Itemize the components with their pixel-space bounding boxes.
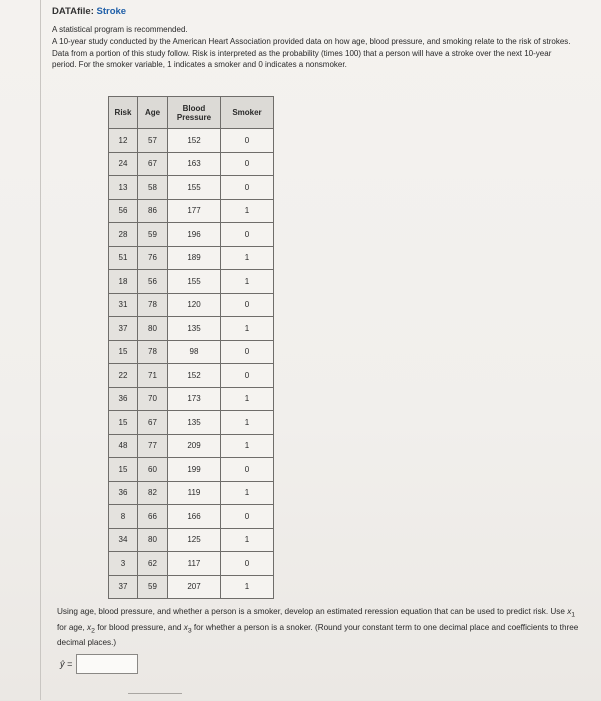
cell-blood-pressure: 209: [168, 434, 221, 458]
cell-age: 76: [138, 246, 168, 270]
sub-1: 1: [571, 611, 576, 619]
sub-2: 2: [91, 627, 95, 635]
question-part-2: ression equation that can be used to predict risk. Use: [371, 607, 568, 616]
cell-age: 56: [138, 270, 168, 294]
cell-smoker: 1: [221, 411, 274, 435]
cell-risk: 15: [109, 411, 138, 435]
cell-risk: 22: [109, 364, 138, 388]
cell-smoker: 1: [221, 575, 274, 599]
cell-smoker: 1: [221, 387, 274, 411]
cell-blood-pressure: 135: [168, 317, 221, 341]
cell-blood-pressure: 117: [168, 552, 221, 576]
column-header-smoker: Smoker: [221, 97, 274, 129]
cell-smoker: 0: [221, 458, 274, 482]
cell-blood-pressure: 120: [168, 293, 221, 317]
datafile-header: [52, 6, 126, 17]
table-row: [109, 129, 274, 153]
cell-blood-pressure: 155: [168, 270, 221, 294]
cell-age: 67: [138, 411, 168, 435]
table-row: [109, 270, 274, 294]
cell-blood-pressure: 125: [168, 528, 221, 552]
table-row: [109, 176, 274, 200]
cell-smoker: 1: [221, 270, 274, 294]
cell-risk: 36: [109, 387, 138, 411]
cell-age: 80: [138, 317, 168, 341]
cell-risk: 37: [109, 317, 138, 341]
cell-risk: 56: [109, 199, 138, 223]
column-header-risk: Risk: [109, 97, 138, 129]
cell-age: 58: [138, 176, 168, 200]
cell-smoker: 1: [221, 434, 274, 458]
cell-risk: 13: [109, 176, 138, 200]
cell-smoker: 1: [221, 528, 274, 552]
cell-age: 60: [138, 458, 168, 482]
cell-smoker: 0: [221, 176, 274, 200]
cell-blood-pressure: 166: [168, 505, 221, 529]
table-header-row: [109, 97, 274, 129]
cell-blood-pressure: 173: [168, 387, 221, 411]
table-row: [109, 458, 274, 482]
cell-smoker: 1: [221, 317, 274, 341]
cell-smoker: 1: [221, 481, 274, 505]
table-row: [109, 152, 274, 176]
cell-blood-pressure: 119: [168, 481, 221, 505]
cell-risk: 18: [109, 270, 138, 294]
table-row: [109, 246, 274, 270]
cell-risk: 37: [109, 575, 138, 599]
yhat-label: ŷ =: [60, 659, 73, 669]
table-row: [109, 293, 274, 317]
cell-age: 62: [138, 552, 168, 576]
cell-risk: 24: [109, 152, 138, 176]
cell-age: 59: [138, 223, 168, 247]
table-row: [109, 528, 274, 552]
cell-blood-pressure: 177: [168, 199, 221, 223]
table-row: [109, 317, 274, 341]
table-row: [109, 434, 274, 458]
cell-smoker: 0: [221, 293, 274, 317]
question-part-5: for whether a person is a s: [191, 622, 291, 632]
cell-blood-pressure: 152: [168, 129, 221, 153]
table-row: [109, 364, 274, 388]
stroke-data-table: [108, 96, 274, 599]
cell-age: 80: [138, 528, 168, 552]
cell-smoker: 0: [221, 152, 274, 176]
cell-risk: 3: [109, 552, 138, 576]
cell-blood-pressure: 189: [168, 246, 221, 270]
cell-smoker: 1: [221, 199, 274, 223]
cell-age: 66: [138, 505, 168, 529]
cell-blood-pressure: 163: [168, 152, 221, 176]
cell-age: 70: [138, 387, 168, 411]
cell-age: 78: [138, 293, 168, 317]
regression-equation-input[interactable]: [76, 654, 138, 674]
cell-risk: 31: [109, 293, 138, 317]
column-header-age: Age: [138, 97, 168, 129]
cell-age: 82: [138, 481, 168, 505]
cell-age: 67: [138, 152, 168, 176]
cell-age: 77: [138, 434, 168, 458]
answer-row: [60, 654, 138, 674]
datafile-label: DATAfile:: [52, 6, 94, 17]
x-var: x: [87, 622, 92, 632]
cell-risk: 15: [109, 340, 138, 364]
intro-text: A statistical program is recommended.: [52, 25, 188, 34]
datafile-link[interactable]: Stroke: [96, 6, 127, 17]
cell-age: 71: [138, 364, 168, 388]
cell-smoker: 0: [221, 364, 274, 388]
table-row: [109, 340, 274, 364]
question-part-6: noker. (Round your constant term to one decimal place and coefficients to three decimal places.): [57, 622, 579, 648]
cell-smoker: 0: [221, 340, 274, 364]
x-var: x: [183, 622, 188, 632]
cell-smoker: 0: [221, 129, 274, 153]
left-border: [40, 0, 41, 700]
problem-description: A 10-year study conducted by the American Heart Association provided data on how age, blood pressure, and smoking relate to the risk of strokes. Data from a portion of this study follow. Risk is interpreted as the probability (times 100) that a person will have a stroke over the next 10-year period. For the smoker variable, 1 indicates a smoker and 0 indicates a nonsmoker.: [52, 37, 571, 69]
cell-smoker: 0: [221, 223, 274, 247]
table-row: [109, 387, 274, 411]
cell-blood-pressure: 207: [168, 575, 221, 599]
cell-blood-pressure: 199: [168, 458, 221, 482]
column-header-blood-pressure: Blood Pressure: [168, 97, 221, 129]
cell-smoker: 0: [221, 505, 274, 529]
question-part-3: for age,: [57, 622, 88, 632]
table-row: [109, 481, 274, 505]
cell-risk: 28: [109, 223, 138, 247]
table-row: [109, 575, 274, 599]
table-row: [109, 505, 274, 529]
cell-risk: 8: [109, 505, 138, 529]
question-part-4: for blood pressure, and: [94, 622, 184, 632]
table-row: [109, 552, 274, 576]
table-row: [109, 199, 274, 223]
question-part-1: Using age, blood pressure, and whether a person is a smoker, develop an estimated re: [57, 607, 372, 616]
cell-age: 78: [138, 340, 168, 364]
sub-3: 3: [187, 627, 192, 635]
cell-risk: 36: [109, 481, 138, 505]
cell-blood-pressure: 152: [168, 364, 221, 388]
table-row: [109, 411, 274, 435]
cell-risk: 34: [109, 528, 138, 552]
question-text: [57, 606, 582, 649]
cell-smoker: 1: [221, 246, 274, 270]
x-var: x: [567, 607, 572, 616]
cell-age: 86: [138, 199, 168, 223]
cell-risk: 51: [109, 246, 138, 270]
cell-age: 57: [138, 129, 168, 153]
cell-blood-pressure: 155: [168, 176, 221, 200]
cell-risk: 12: [109, 129, 138, 153]
table-row: [109, 223, 274, 247]
cell-blood-pressure: 98: [168, 340, 221, 364]
cell-risk: 48: [109, 434, 138, 458]
cell-blood-pressure: 135: [168, 411, 221, 435]
cell-age: 59: [138, 575, 168, 599]
cell-risk: 15: [109, 458, 138, 482]
cell-smoker: 0: [221, 552, 274, 576]
cell-blood-pressure: 196: [168, 223, 221, 247]
